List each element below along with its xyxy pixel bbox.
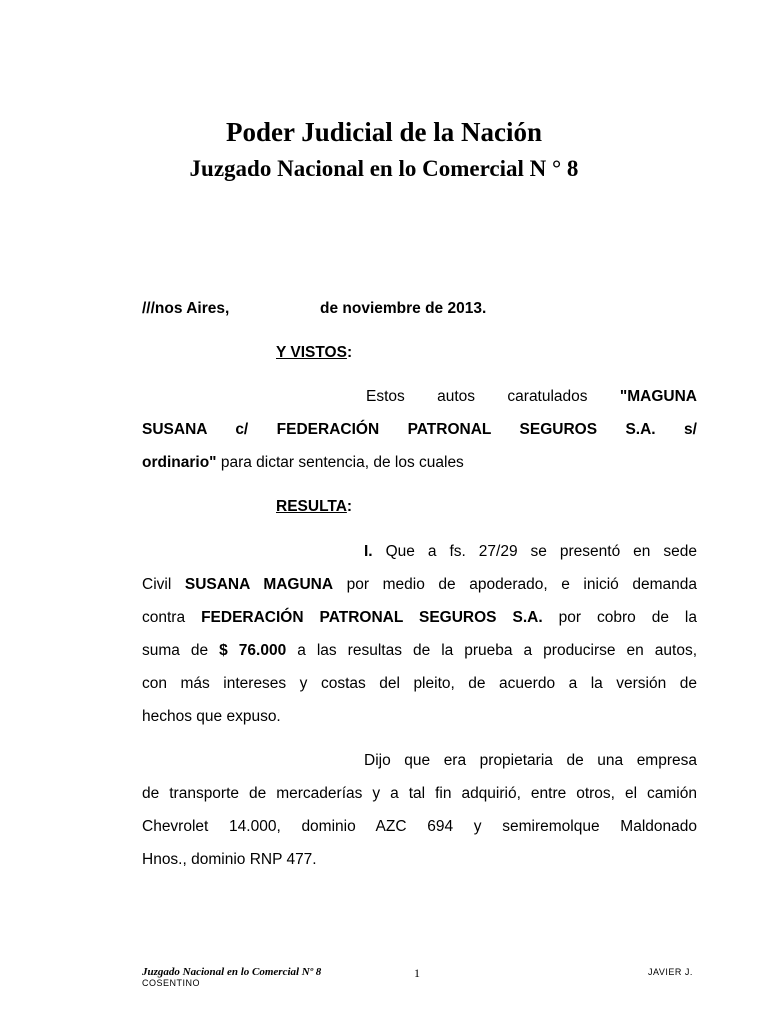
para1-line-6: hechos que expuso. <box>142 708 281 725</box>
page-title: Poder Judicial de la Nación <box>225 117 542 147</box>
text: Civil <box>142 576 172 593</box>
footer-court: Juzgado Nacional en lo Comercial Nº 8 <box>142 966 322 978</box>
word: s/ <box>684 421 697 438</box>
case-name-bold: "MAGUNA <box>619 388 697 405</box>
para1-line-2 <box>142 576 697 594</box>
text: a las resultas de la prueba a producirse en autos, <box>297 642 698 659</box>
para1-line-1 <box>364 543 697 561</box>
vistos-colon: : <box>346 344 353 361</box>
para1-line-5: con más intereses y costas del pleito, de acuerdo a la versión de <box>142 675 697 692</box>
vistos-heading <box>276 344 352 362</box>
date-text: de noviembre de 2013. <box>320 300 487 317</box>
para2-line-4: Hnos., dominio RNP 477. <box>142 851 317 868</box>
page-number: 1 <box>414 966 420 980</box>
word: FEDERACIÓN <box>276 421 380 438</box>
word: caratulados <box>507 388 588 405</box>
para2-line-3: Chevrolet 14.000, dominio AZC 694 y semiremolque Maldonado <box>142 818 697 835</box>
word: SUSANA <box>142 421 207 438</box>
para2-line-2: de transporte de mercaderías y a tal fin adquirió, entre otros, el camión <box>142 785 697 802</box>
page-subtitle: Juzgado Nacional en lo Comercial N ° 8 <box>189 156 579 181</box>
footer-judge-first: JAVIER J. <box>648 967 693 977</box>
word: S.A. <box>625 421 656 438</box>
text: por medio de apoderado, e inició demanda <box>346 576 697 593</box>
vistos-label: Y VISTOS <box>276 344 347 361</box>
para2-line-1: Dijo que era propietaria de una empresa <box>364 752 697 769</box>
para1-line-3 <box>142 609 697 627</box>
plaintiff-name: SUSANA MAGUNA <box>184 576 334 593</box>
text: Que a fs. 27/29 se presentó en sede <box>385 543 697 560</box>
word: PATRONAL <box>407 421 492 438</box>
resulta-heading <box>276 498 352 516</box>
word: autos <box>437 388 476 405</box>
text: contra <box>142 609 186 626</box>
word: Estos <box>366 388 405 405</box>
footer-judge-last: COSENTINO <box>142 978 201 988</box>
intro-rest: para dictar sentencia, de los cuales <box>216 454 464 471</box>
text: por cobro de la <box>558 609 697 626</box>
claim-amount: $ 76.000 <box>219 642 287 659</box>
intro-line-1 <box>366 388 697 406</box>
date-place: ///nos Aires, <box>142 300 230 317</box>
para1-line-4 <box>142 642 697 660</box>
resulta-colon: : <box>346 498 353 515</box>
word: c/ <box>235 421 249 438</box>
text: suma de <box>142 642 209 659</box>
intro-line-2 <box>142 421 697 439</box>
case-name-end: ordinario" <box>142 454 217 471</box>
resulta-label: RESULTA <box>276 498 347 515</box>
intro-line-3 <box>142 454 464 472</box>
defendant-name: FEDERACIÓN PATRONAL SEGUROS S.A. <box>201 609 543 626</box>
section-number: I. <box>364 543 373 560</box>
word: SEGUROS <box>519 421 598 438</box>
